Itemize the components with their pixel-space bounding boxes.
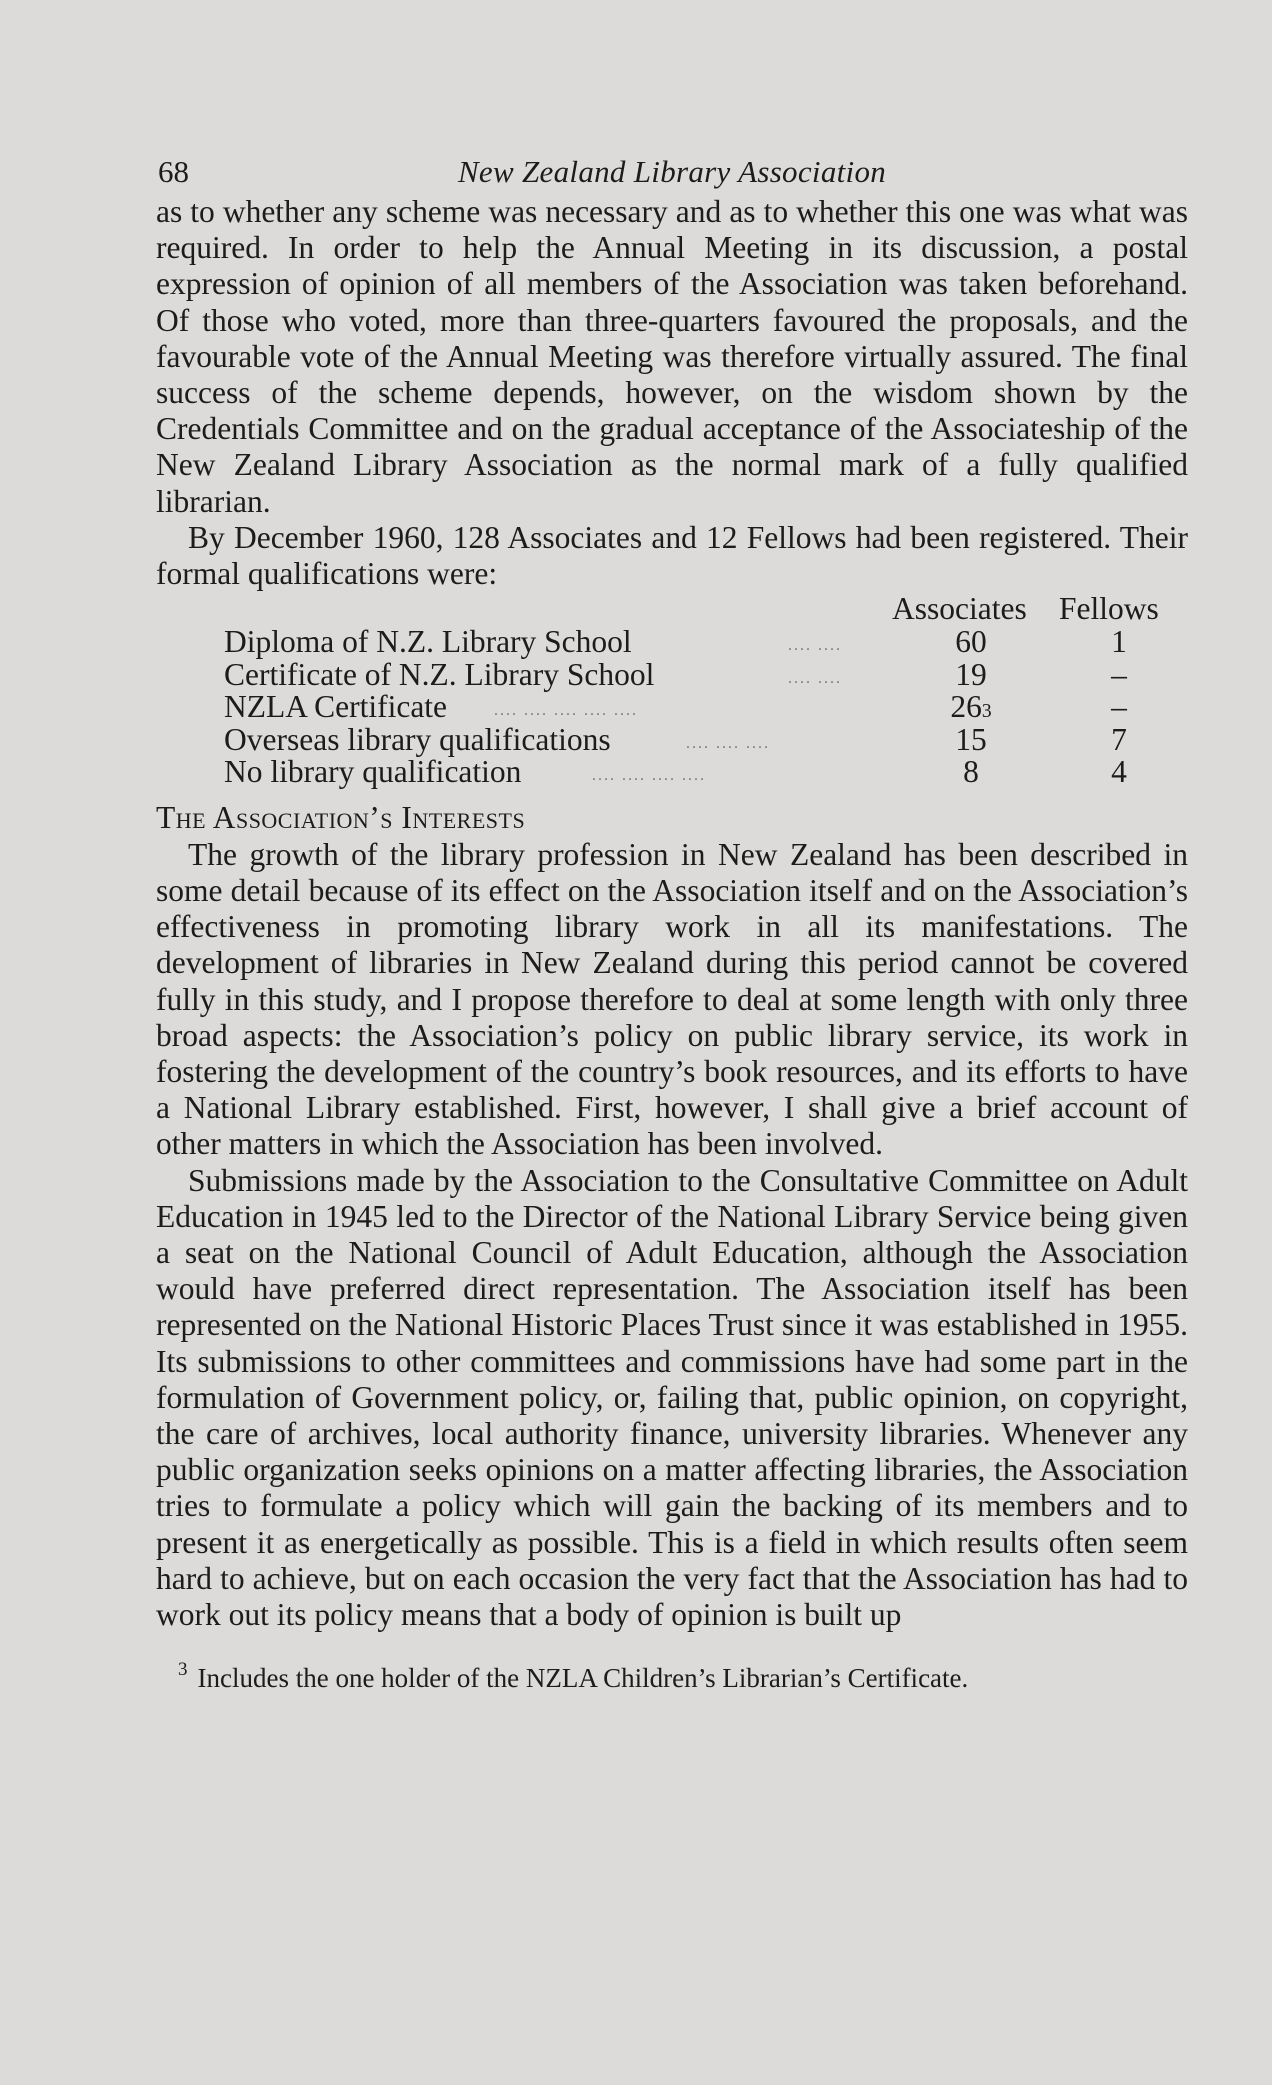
column-header-fellows: Fellows — [1059, 591, 1159, 627]
paragraph-continuation: as to whether any scheme was necessary and as to whether this one was what was required. In order to help the Annual Meeting in its discussion, a postal expression of opinion of all members of the Association was taken beforehand. Of those who voted, more than three-quarters favoured the proposals, and the favourable vote of the Annual Meeting was therefore virtually assured. The final success of the scheme depends, however, on the wisdom shown by the Credentials Committee and on the gradual acceptance of the Associateship of the New Zealand Library Association as the normal mark of a fully qualified librarian. — [156, 194, 1188, 519]
qualifications-table — [156, 592, 1188, 789]
dot-leader: .... .... .... — [686, 734, 770, 752]
row-label: NZLA Certificate — [224, 689, 448, 725]
associates-value: 26 — [950, 689, 982, 725]
table-row — [156, 626, 1188, 659]
section-heading: The Association’s Interests — [156, 799, 526, 835]
row-label: Overseas library qualifications — [224, 721, 611, 757]
associates-count: 60 — [955, 624, 987, 660]
paragraph-interests: The growth of the library profession in New Zealand has been described in some detail because of its effect on the Association itself and on the Association’s effectiveness in promoting library work in all its manifestations. The development of libraries in New Zealand during this period cannot be covered fully in this study, and I propose therefore to deal at some length with only three broad aspects: the Association’s policy on public library service, its work in fostering the development of the country’s book resources, and its efforts to have a National Library established. First, however, I shall give a brief account of other matters in which the Association has been involved. — [156, 836, 1188, 1162]
associates-count: 15 — [955, 721, 987, 757]
page-number: 68 — [158, 154, 189, 189]
associates-count: 8 — [963, 754, 979, 790]
running-head — [156, 150, 1188, 194]
row-label: No library qualification — [224, 754, 522, 790]
running-title: New Zealand Library Association — [457, 154, 887, 189]
associates-count: 19 — [955, 656, 987, 692]
dot-leader: .... .... — [788, 669, 842, 687]
table-header — [156, 592, 1188, 626]
column-header-associates: Associates — [892, 591, 1027, 627]
paragraph-submissions: Submissions made by the Association to the Consultative Committee on Adult Education in 1945 led to the Director of the National Library Service being given a seat on the National Council of Adult Education, although the Association would have preferred direct representation. The Association itself has been represented on the National Historic Places Trust since it was established in 1955. Its submissions to other committees and commissions have had some part in the formulation of Government policy, or, failing that, public opinion, on copyright, the care of archives, local authority finance, university libraries. Whenever any public organization seeks opinions on a matter affecting libraries, the Association tries to formulate a policy which will gain the backing of its members and to present it as energetically as possible. This is a field in which results often seem hard to achieve, but on each occasion the very fact that the Association has had to work out its policy means that a body of opinion is built up — [156, 1162, 1188, 1632]
fellows-count: – — [1111, 656, 1127, 692]
table-row — [156, 691, 1188, 724]
dot-leader: .... .... .... .... — [592, 767, 706, 785]
footnote-mark: 3 — [178, 1659, 188, 1681]
book-page — [156, 150, 1188, 1695]
table-row — [156, 756, 1188, 789]
footnote-reference: 3 — [981, 701, 992, 723]
fellows-count: 4 — [1111, 754, 1127, 790]
associates-count — [946, 691, 996, 724]
fellows-count: 1 — [1111, 624, 1127, 660]
table-row — [156, 656, 1188, 692]
row-label: Diploma of N.Z. Library School — [224, 624, 632, 660]
dot-leader: .... .... — [788, 637, 842, 655]
table-row — [156, 721, 1188, 757]
fellows-count: 7 — [1111, 721, 1127, 757]
fellows-count: – — [1111, 689, 1127, 725]
paragraph-registration: By December 1960, 128 Associates and 12 Fellows had been registered. Their formal qualifications were: — [156, 519, 1188, 592]
footnote-text: Includes the one holder of the NZLA Children’s Librarian’s Certificate. — [197, 1663, 969, 1694]
dot-leader: .... .... .... .... .... — [494, 702, 638, 720]
row-label: Certificate of N.Z. Library School — [224, 656, 655, 692]
footnote — [156, 1653, 1188, 1695]
